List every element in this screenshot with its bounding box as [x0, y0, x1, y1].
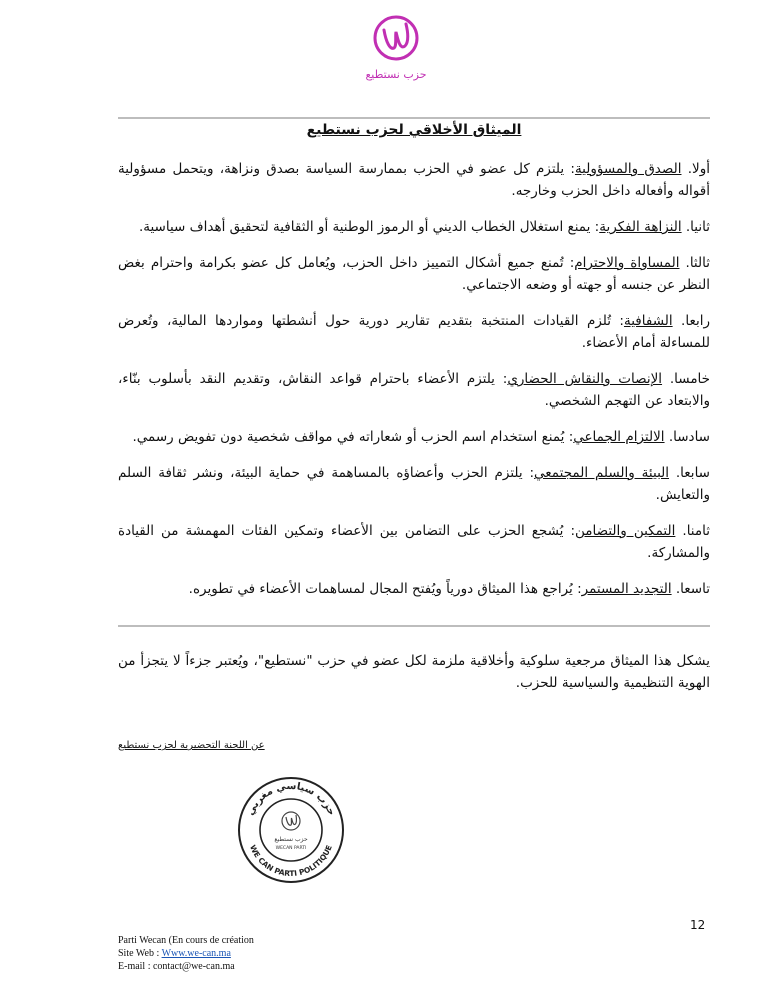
paragraph-text: : تُلزم القيادات المنتخبة بتقديم تقارير دورية حول أنشطتها ومواردها المالية، وتُعرض للمساءلة أمام الأعضاء.: [118, 313, 710, 351]
paragraph-8: [118, 520, 710, 564]
party-logo: [364, 8, 428, 84]
paragraph-text: : يُراجع هذا الميثاق دورياً ويُفتح المجال لمساهمات الأعضاء في تطويره.: [188, 581, 582, 597]
paragraph-4: [118, 310, 710, 354]
bottom-divider: [118, 625, 710, 627]
paragraph-ordinal: خامسا.: [669, 371, 711, 387]
stamp-top-text: حزب سياسي مغربي: [245, 780, 337, 818]
paragraph-ordinal: ثالثا.: [685, 255, 710, 271]
paragraph-text: : تُمنع جميع أشكال التمييز داخل الحزب، ويُعامل كل عضو بكرامة واحترام بغض النظر عن جنسه أو جهته أو وضعه الاجتماعي.: [118, 255, 710, 293]
paragraph-ordinal: أولا.: [687, 161, 711, 177]
paragraph-6: [118, 426, 710, 448]
paragraph-2: [118, 216, 710, 238]
paragraph-text: : يُشجع الحزب على التضامن بين الأعضاء وتمكين الفئات المهمشة من القيادة والمشاركة.: [118, 523, 710, 561]
paragraph-term: التجديد المستمر: [581, 581, 672, 597]
charter-paragraphs: [118, 158, 710, 614]
page-number: 12: [690, 918, 706, 932]
paragraph-ordinal: ثامنا.: [682, 523, 710, 539]
paragraph-text: : يلتزم الحزب وأعضاؤه بالمساهمة في حماية البيئة، ونشر ثقافة السلم والتعايش.: [118, 465, 710, 503]
paragraph-term: الشفافية: [623, 313, 673, 329]
document-title: الميثاق الأخلاقي لحزب نستطيع: [306, 122, 522, 138]
footer-party-name: Parti Wecan (En cours de création: [118, 935, 254, 946]
paragraph-ordinal: سادسا.: [668, 429, 710, 445]
paragraph-term: التمكين والتضامن: [575, 523, 676, 539]
footer-website-label: Site Web :: [118, 948, 162, 959]
stamp-bottom-text: WE CAN PARTI POLITIQUE: [248, 843, 334, 879]
paragraph-term: الالتزام الجماعي: [573, 429, 665, 445]
paragraph-term: المساواة والاحترام: [574, 255, 680, 271]
stamp-logo-icon: [282, 812, 300, 830]
paragraph-text: : يمنع استغلال الخطاب الديني أو الرموز الوطنية أو الثقافية لتحقيق أهداف سياسية.: [138, 219, 600, 235]
top-divider: [118, 117, 710, 119]
paragraph-text: : يلتزم كل عضو في الحزب بممارسة السياسة بصدق ونزاهة، ويتحمل مسؤولية أقواله وأفعاله داخل الحزب وخارجه.: [118, 161, 710, 199]
stamp-inner-sub: WECAN PARTI: [275, 846, 307, 851]
paragraph-9: [118, 578, 710, 600]
paragraph-ordinal: سابعا.: [675, 465, 710, 481]
paragraph-text: : يُمنع استخدام اسم الحزب أو شعاراته في مواقف شخصية دون تفويض رسمي.: [132, 429, 574, 445]
footer: [118, 934, 254, 973]
stamp-inner-text: حزب نستطيع: [274, 836, 308, 843]
signature-line: عن اللجنة التحضيرية لحزب نستطيع: [118, 740, 265, 751]
paragraph-term: البيئة والسلم المجتمعي: [534, 465, 670, 481]
closing-statement: يشكل هذا الميثاق مرجعية سلوكية وأخلاقية ملزمة لكل عضو في حزب "نستطيع"، ويُعتبر جزءاً لا يتجزأ من الهوية التنظيمية والسياسية للحزب.: [118, 653, 710, 691]
website-link[interactable]: Www.we-can.ma: [161, 948, 231, 959]
paragraph-ordinal: ثانيا.: [685, 219, 710, 235]
paragraph-1: [118, 158, 710, 202]
paragraph-term: الإنصات والنقاش الحضاري: [507, 371, 663, 387]
logo-caption: حزب نستطيع: [365, 68, 427, 81]
footer-website: [118, 947, 254, 960]
paragraph-3: [118, 252, 710, 296]
footer-email: E-mail : contact@we-can.ma: [118, 961, 235, 972]
paragraph-ordinal: رابعا.: [681, 313, 710, 329]
paragraph-term: الصدق والمسؤولية: [574, 161, 682, 177]
paragraph-7: [118, 462, 710, 506]
paragraph-ordinal: تاسعا.: [675, 581, 710, 597]
party-stamp: [236, 775, 346, 885]
paragraph-term: النزاهة الفكرية: [599, 219, 682, 235]
paragraph-text: : يلتزم الأعضاء باحترام قواعد النقاش، وتقديم النقد بأسلوب بنّاء، والابتعاد عن التهجم الشخصي.: [118, 371, 710, 409]
paragraph-5: [118, 368, 710, 412]
